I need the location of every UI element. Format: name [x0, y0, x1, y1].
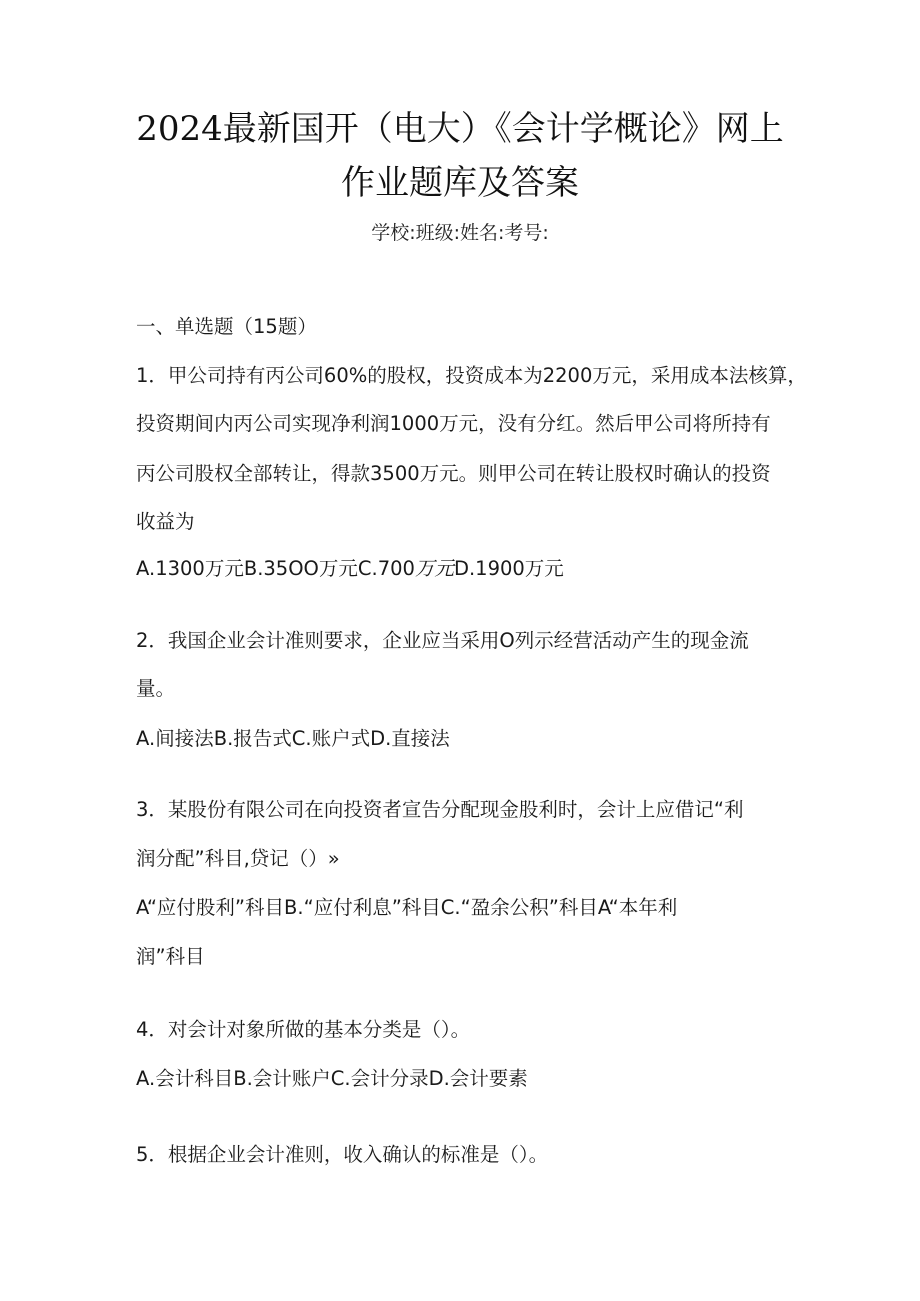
question-3-line-1: 3．某股份有限公司在向投资者宣告分配现金股利时，会计上应借记“利 — [136, 798, 744, 821]
question-5-line-1: 5．根据企业会计准则，收入确认的标准是（）。 — [136, 1143, 549, 1166]
section-heading: 一、单选题（15题） — [136, 315, 317, 338]
question-1-line-3: 丙公司股权全部转让，得款3500万元。则甲公司在转让股权时确认的投资 — [136, 462, 771, 485]
question-4-options: A.会计科目B.会计账户C.会计分录D.会计要素 — [136, 1067, 528, 1090]
document-title-line2: 作业题库及答案 — [341, 163, 579, 203]
question-1-line-2: 投资期间内丙公司实现净利润1000万元，没有分红。然后甲公司将所持有 — [136, 412, 771, 435]
question-3-line-2: 润分配”科目,贷记（）» — [136, 847, 340, 870]
question-2-line-1: 2．我国企业会计准则要求，企业应当采用O列示经营活动产生的现金流 — [136, 629, 749, 652]
document-title-line1: 2024最新国开（电大）《会计学概论》网上 — [136, 109, 784, 149]
question-2-line-2: 量。 — [136, 677, 176, 700]
student-info-line: 学校:班级:姓名:考号: — [371, 222, 549, 244]
question-1-line-1: 1．甲公司持有丙公司60%的股权，投资成本为2200万元，采用成本法核算， — [136, 364, 807, 387]
question-1-line-4: 收益为 — [136, 510, 195, 533]
question-1-options-part-c: D.1900万元 — [453, 557, 564, 580]
question-4-line-1: 4．对会计对象所做的基本分类是（）。 — [136, 1018, 471, 1041]
question-1-options-part-a: A.1300万元B.35OO万元C.700 — [136, 557, 415, 580]
question-3-options-line-1: A“应付股利”科目B.“应付利息”科目C.“盈余公积”科目A“本年利 — [136, 896, 678, 919]
question-3-options-line-2: 润”科目 — [136, 945, 205, 968]
question-1-options — [136, 559, 564, 579]
question-2-options: A.间接法B.报告式C.账户式D.直接法 — [136, 727, 450, 750]
question-1-options-part-b: 万元 — [414, 557, 454, 580]
